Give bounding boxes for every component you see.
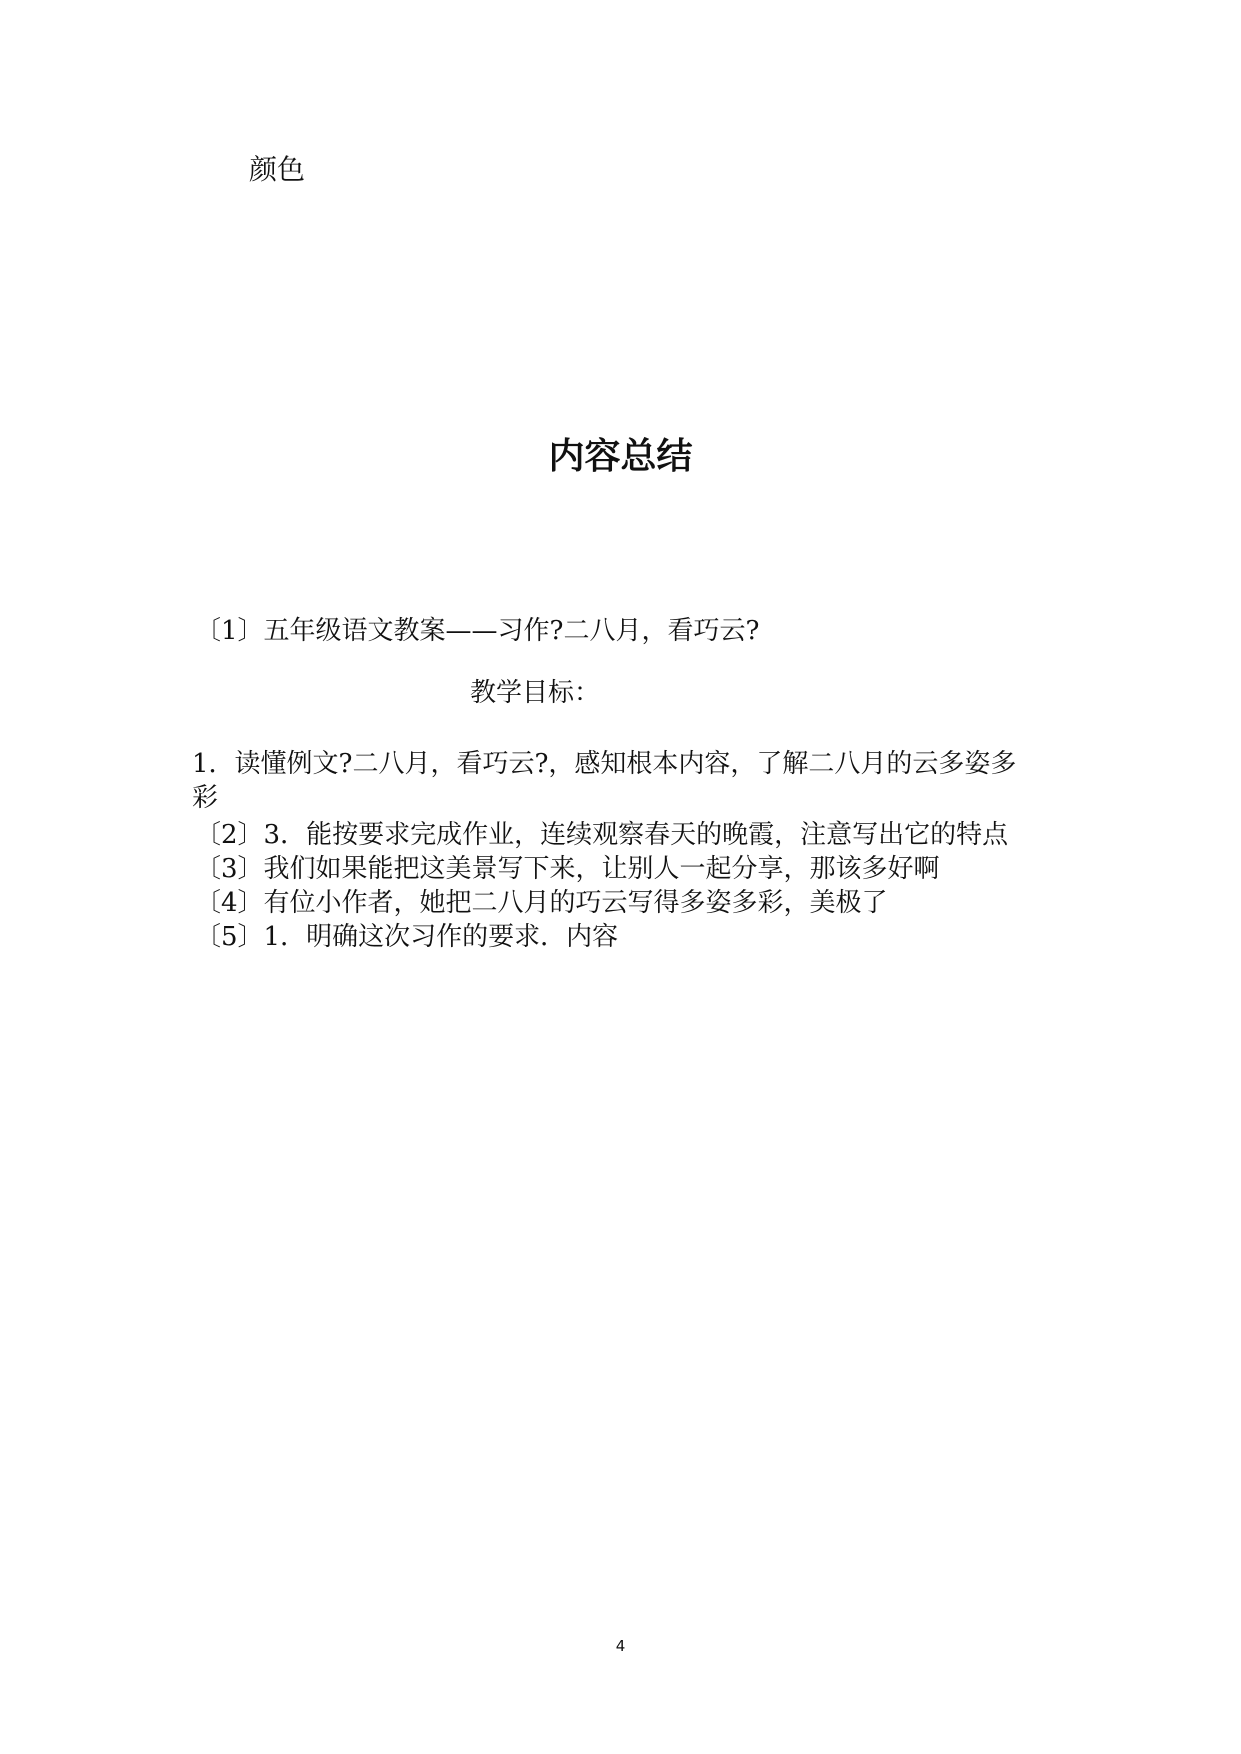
section-heading: 内容总结 bbox=[548, 436, 693, 477]
summary-item-4: 〔4〕有位小作者，她把二八月的巧云写得多姿多彩，美极了 bbox=[195, 888, 888, 918]
fragment-text: 颜色 bbox=[249, 153, 306, 186]
objectives-subheading: 教学目标： bbox=[470, 678, 601, 708]
objective-1-line-2: 彩 bbox=[192, 783, 219, 813]
summary-item-3: 〔3〕我们如果能把这美景写下来，让别人一起分享，那该多好啊 bbox=[195, 854, 940, 884]
summary-item-5: 〔5〕1．明确这次习作的要求．内容 bbox=[195, 922, 619, 952]
page-number: 4 bbox=[615, 1637, 626, 1655]
objective-1-line-1: 1．读懂例文?二八月，看巧云?，感知根本内容，了解二八月的云多姿多 bbox=[192, 749, 1017, 779]
summary-item-2: 〔2〕3．能按要求完成作业，连续观察春天的晚霞，注意写出它的特点 bbox=[195, 820, 1009, 850]
summary-item-1: 〔1〕五年级语文教案——习作?二八月，看巧云? bbox=[195, 616, 760, 646]
